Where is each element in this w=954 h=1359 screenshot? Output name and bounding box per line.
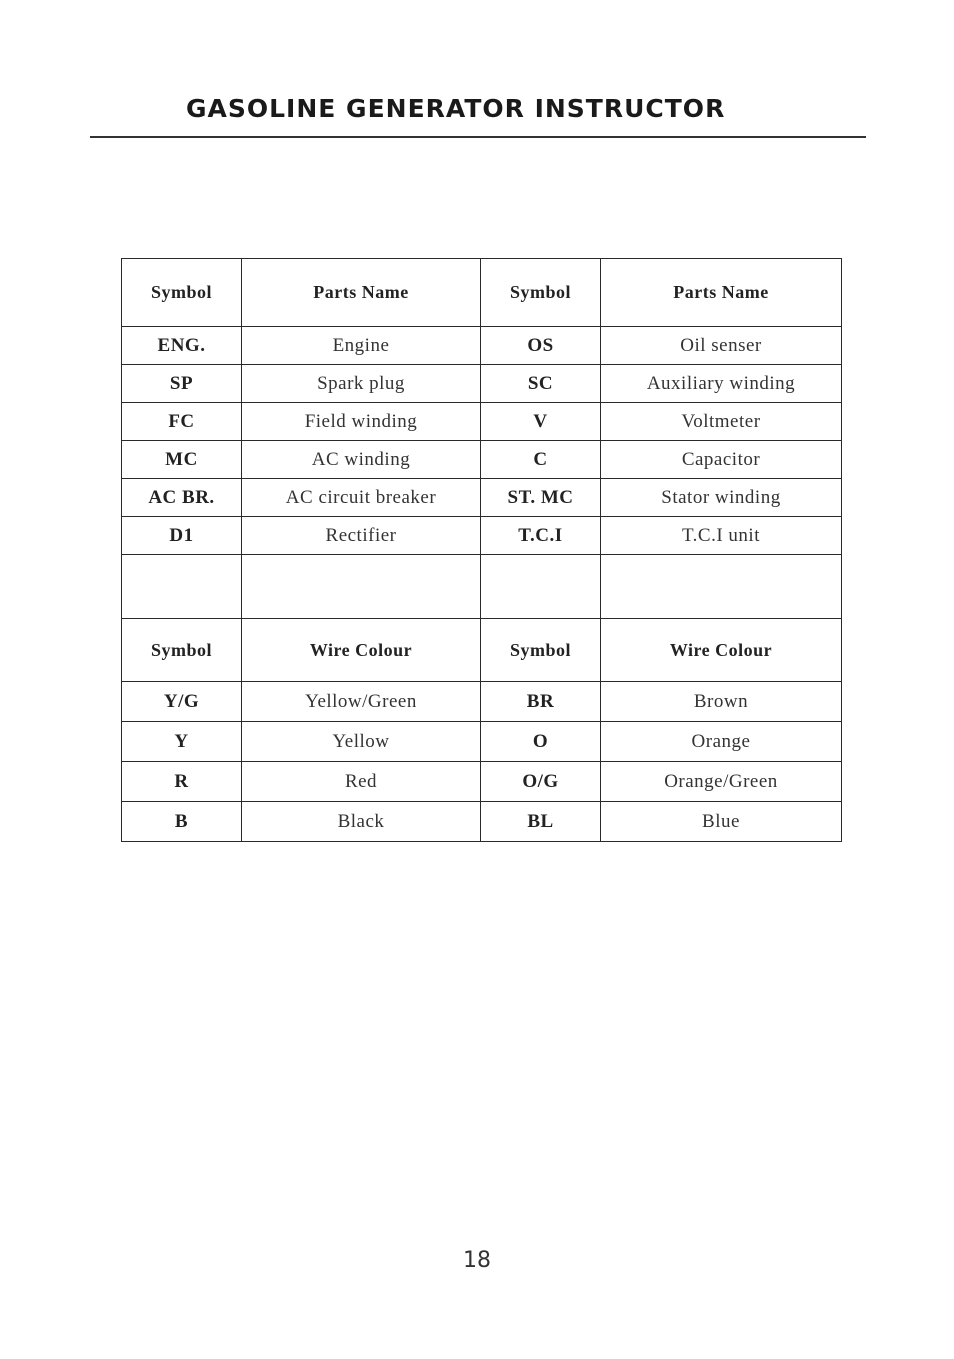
wire-colour-cell: Red [242,762,481,802]
symbol-cell: SP [122,365,242,403]
part-name-cell: Spark plug [242,365,481,403]
symbol-cell: R [122,762,242,802]
page-header [90,88,866,138]
wire-colour-cell: Brown [601,682,842,722]
column-header: Symbol [122,619,242,682]
table-row [122,722,842,762]
column-header: Parts Name [242,259,481,327]
page-title: GASOLINE GENERATOR INSTRUCTOR [186,94,726,123]
table-row [122,403,842,441]
table-row [122,479,842,517]
wire-colour-cell: Black [242,802,481,842]
part-name-cell: Engine [242,327,481,365]
symbol-table [121,258,842,842]
symbol-cell: T.C.I [481,517,601,555]
column-header: Wire Colour [242,619,481,682]
symbol-cell: V [481,403,601,441]
symbol-cell: D1 [122,517,242,555]
symbol-cell: BL [481,802,601,842]
part-name-cell: Voltmeter [601,403,842,441]
symbol-cell: C [481,441,601,479]
empty-row [122,555,842,619]
wire-colour-cell: Yellow/Green [242,682,481,722]
column-header: Symbol [122,259,242,327]
empty-cell [242,555,481,619]
symbol-cell: Y/G [122,682,242,722]
empty-cell [601,555,842,619]
symbol-cell: FC [122,403,242,441]
part-name-cell: AC winding [242,441,481,479]
symbol-cell: O [481,722,601,762]
symbol-cell: AC BR. [122,479,242,517]
wire-colour-cell: Orange/Green [601,762,842,802]
table-row [122,762,842,802]
part-name-cell: Stator winding [601,479,842,517]
part-name-cell: Rectifier [242,517,481,555]
part-name-cell: Auxiliary winding [601,365,842,403]
table-row [122,365,842,403]
part-name-cell: AC circuit breaker [242,479,481,517]
part-name-cell: T.C.I unit [601,517,842,555]
symbol-cell: Y [122,722,242,762]
wire-colour-cell: Orange [601,722,842,762]
part-name-cell: Capacitor [601,441,842,479]
empty-cell [122,555,242,619]
part-name-cell: Field winding [242,403,481,441]
page-number: 18 [463,1248,491,1273]
table-row [122,682,842,722]
symbol-cell: OS [481,327,601,365]
column-header: Symbol [481,619,601,682]
table-row [122,441,842,479]
table-row [122,802,842,842]
symbol-cell: SC [481,365,601,403]
symbol-cell: ENG. [122,327,242,365]
wire-colour-cell: Blue [601,802,842,842]
wire-colour-cell: Yellow [242,722,481,762]
column-header: Wire Colour [601,619,842,682]
symbol-cell: MC [122,441,242,479]
symbol-cell: ST. MC [481,479,601,517]
symbol-cell: BR [481,682,601,722]
table-row [122,517,842,555]
column-header: Symbol [481,259,601,327]
wire-header-row [122,619,842,682]
symbol-cell: B [122,802,242,842]
table-row [122,327,842,365]
column-header: Parts Name [601,259,842,327]
parts-header-row [122,259,842,327]
part-name-cell: Oil senser [601,327,842,365]
empty-cell [481,555,601,619]
symbol-cell: O/G [481,762,601,802]
